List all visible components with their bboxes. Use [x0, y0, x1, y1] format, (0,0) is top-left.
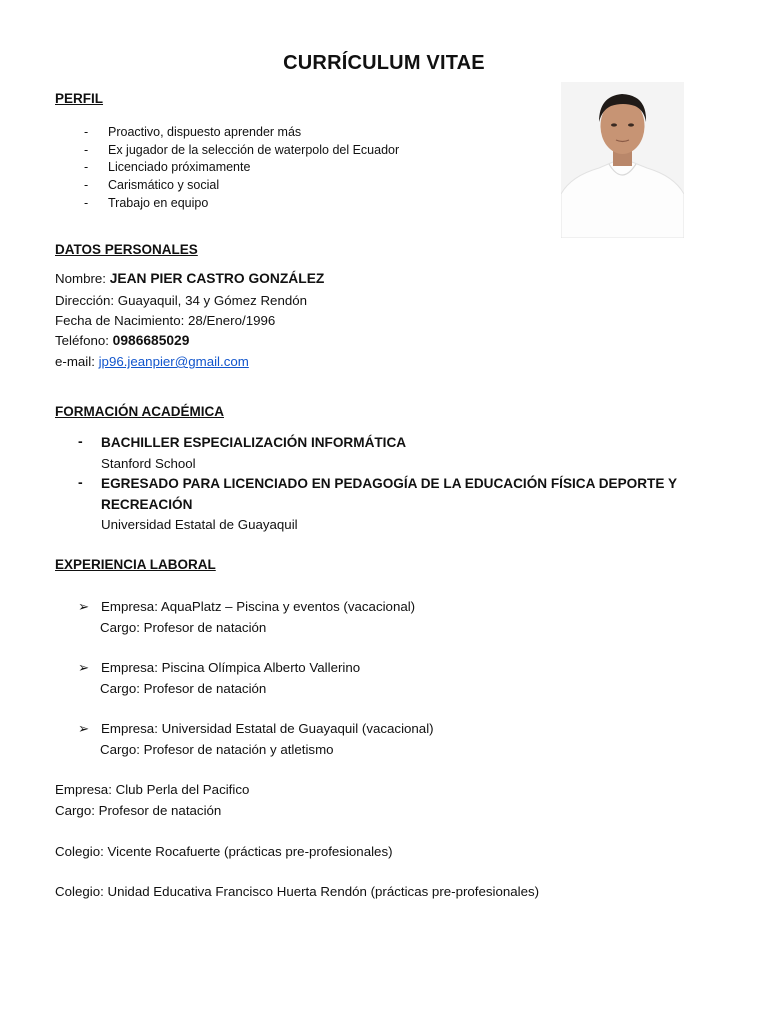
list-item: - Licenciado próximamente: [84, 160, 251, 175]
education-title: EGRESADO PARA LICENCIADO EN PEDAGOGÍA DE LA EDUCACIÓN FÍSICA DEPORTE Y RECREACIÓN: [101, 476, 677, 512]
colegio-line: Colegio: Vicente Rocafuerte (prácticas pre-profesionales): [55, 844, 393, 859]
direccion-line: Dirección: Guayaquil, 34 y Gómez Rendón: [55, 293, 308, 308]
nacimiento-line: Fecha de Nacimiento: 28/Enero/1996: [55, 313, 276, 328]
job-item: [78, 718, 434, 760]
list-item: - Carismático y social: [84, 178, 220, 193]
datos-heading: DATOS PERSONALES: [55, 242, 198, 257]
job-cargo: Cargo: Profesor de natación y atletismo: [100, 742, 334, 757]
document-title: CURRÍCULUM VITAE: [283, 52, 485, 74]
email-link[interactable]: jp96.jeanpier@gmail.com: [98, 354, 249, 369]
arrow-bullet-icon: ➢: [78, 721, 90, 736]
list-item: - Proactivo, dispuesto aprender más: [84, 125, 302, 139]
telefono-line: Teléfono: 0986685029: [55, 333, 190, 348]
education-institution: Stanford School: [101, 455, 196, 471]
education-title: BACHILLER ESPECIALIZACIÓN INFORMÁTICA: [101, 435, 407, 450]
extra-cargo: Cargo: Profesor de natación: [55, 803, 222, 818]
profile-photo: [561, 82, 684, 238]
job-item: [78, 657, 360, 699]
job-cargo: Cargo: Profesor de natación: [100, 620, 267, 635]
nombre-line: Nombre: JEAN PIER CASTRO GONZÁLEZ: [55, 271, 325, 286]
list-item: - Trabajo en equipo: [84, 195, 209, 210]
job-cargo: Cargo: Profesor de natación: [100, 681, 267, 696]
email-line: e-mail: jp96.jeanpier@gmail.com: [55, 354, 249, 369]
job-item: [78, 596, 415, 638]
experiencia-heading: EXPERIENCIA LABORAL: [55, 557, 216, 572]
education-item: - EGRESADO PARA LICENCIADO EN PEDAGOGÍA DE LA EDUCACIÓN FÍSICA DEPORTE Y RECREACIÓN Universidad Estatal de Guayaquil: [78, 474, 698, 535]
nombre-value: JEAN PIER CASTRO GONZÁLEZ: [109, 271, 325, 286]
education-item: - BACHILLER ESPECIALIZACIÓN INFORMÁTICA Stanford School: [78, 433, 698, 474]
perfil-heading: PERFIL: [55, 91, 104, 106]
job-empresa: Empresa: Piscina Olímpica Alberto Vallerino: [101, 660, 361, 675]
job-empresa: Empresa: Universidad Estatal de Guayaquil (vacacional): [101, 721, 434, 736]
education-institution: Universidad Estatal de Guayaquil: [101, 517, 298, 532]
formacion-heading: FORMACIÓN ACADÉMICA: [55, 404, 224, 419]
colegio-line: Colegio: Unidad Educativa Francisco Huerta Rendón (prácticas pre-profesionales): [55, 884, 540, 899]
arrow-bullet-icon: ➢: [78, 660, 90, 675]
telefono-value: 0986685029: [112, 333, 190, 348]
perfil-list: [84, 124, 399, 212]
job-empresa: Empresa: AquaPlatz – Piscina y eventos (vacacional): [101, 599, 416, 614]
list-item: - Ex jugador de la selección de waterpolo del Ecuador: [84, 142, 400, 157]
extra-empresa: Empresa: Club Perla del Pacifico: [55, 782, 250, 797]
arrow-bullet-icon: ➢: [78, 599, 90, 614]
